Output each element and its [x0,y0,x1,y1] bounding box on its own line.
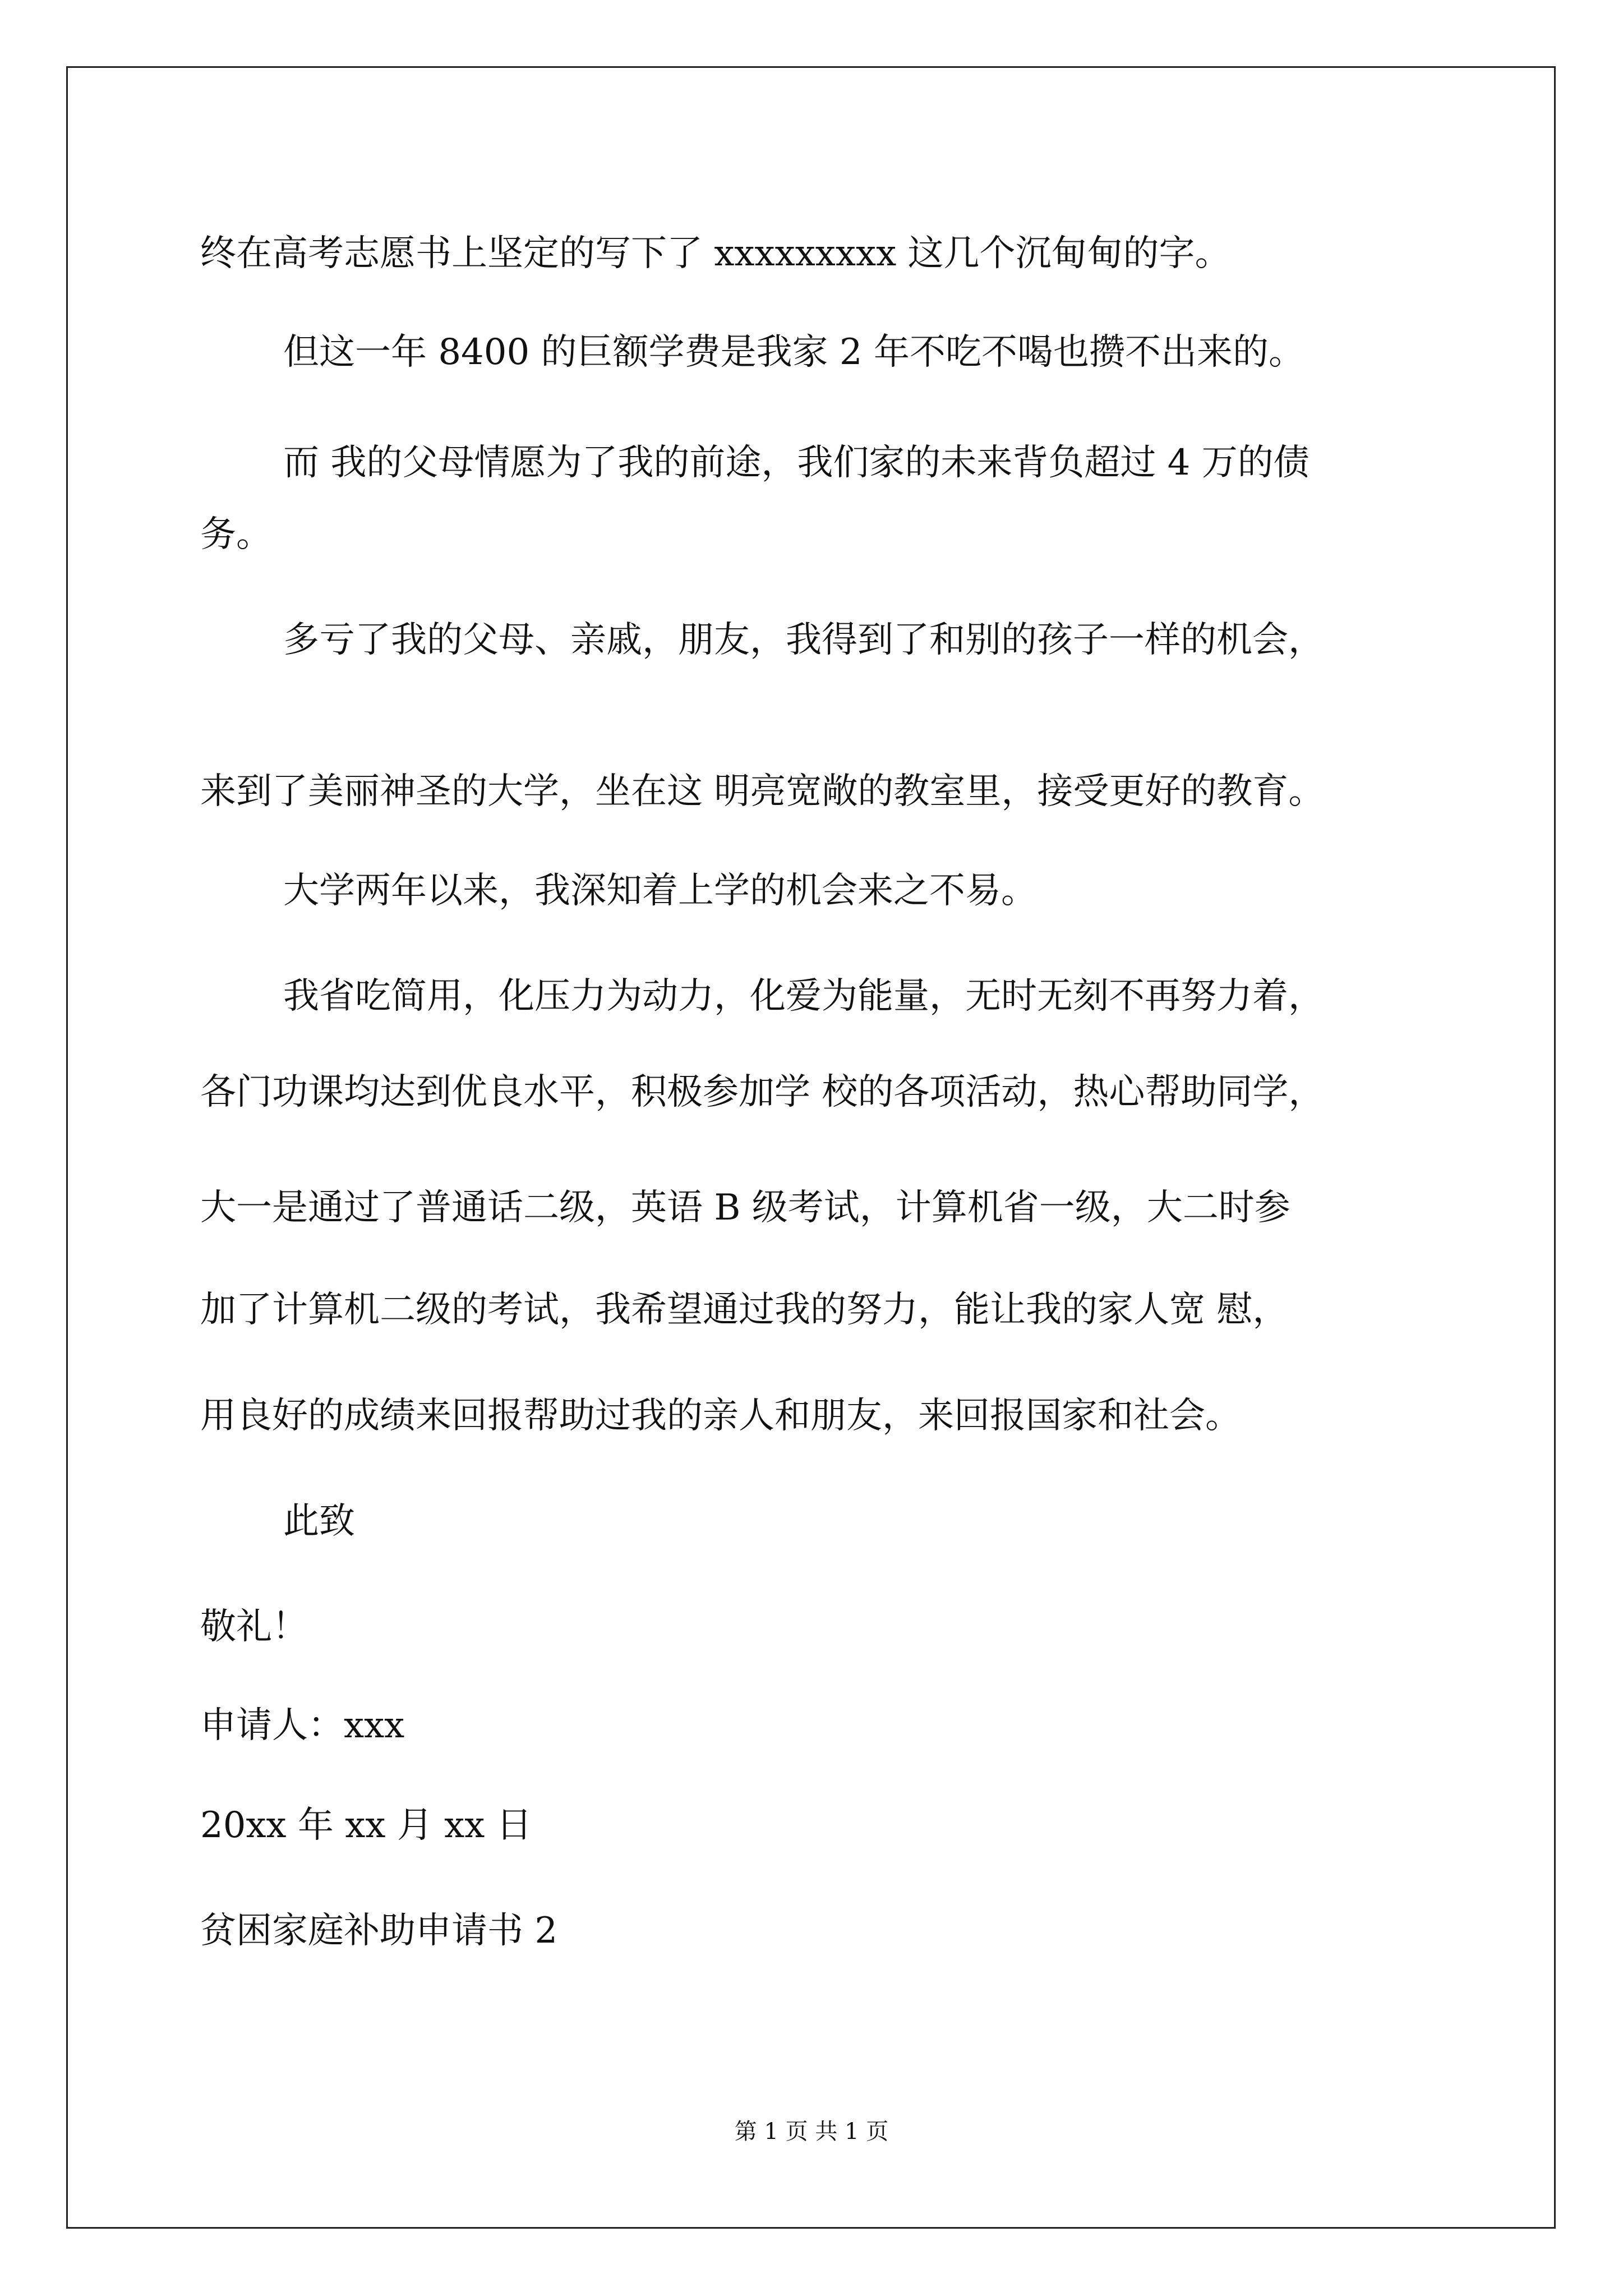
salutation-line: 敬礼！ [200,1606,308,1648]
paragraph-line: 务。 [200,514,272,555]
next-title-line: 贫困家庭补助申请书 2 [200,1910,558,1952]
paragraph-line: 用良好的成绩来回报帮助过我的亲人和朋友，来回报国家和社会。 [200,1395,1241,1437]
paragraph-line: 而 我的父母情愿为了我的前途，我们家的未来背负超过 4 万的债 [283,442,1310,484]
page-border [66,66,1556,2229]
paragraph-line: 加了计算机二级的考试，我希望通过我的努力，能让我的家人宽 慰， [200,1289,1289,1331]
paragraph-line: 各门功课均达到优良水平，积极参加学 校的各项活动，热心帮助同学， [200,1071,1325,1113]
paragraph-line: 来到了美丽神圣的大学，坐在这 明亮宽敞的教室里，接受更好的教育。 [200,771,1325,812]
applicant-line: 申请人：xxx [200,1705,405,1746]
paragraph-line: 终在高考志愿书上坚定的写下了 xxxxxxxxx 这几个沉甸甸的字。 [200,233,1231,274]
date-line: 20xx 年 xx 月 xx 日 [200,1805,532,1846]
paragraph-line: 大一是通过了普通话二级，英语 B 级考试，计算机省一级，大二时参 [200,1187,1290,1228]
closing-line: 此致 [283,1501,355,1542]
paragraph-line: 但这一年 8400 的巨额学费是我家 2 年不吃不喝也攒不出来的。 [283,332,1304,373]
paragraph-line: 大学两年以来，我深知着上学的机会来之不易。 [283,870,1037,912]
page-footer: 第 1 页 共 1 页 [734,2119,889,2145]
paragraph-line: 多亏了我的父母、亲戚，朋友，我得到了和别的孩子一样的机会， [283,619,1324,661]
paragraph-line: 我省吃简用，化压力为动力，化爱为能量，无时无刻不再努力着， [283,976,1324,1017]
